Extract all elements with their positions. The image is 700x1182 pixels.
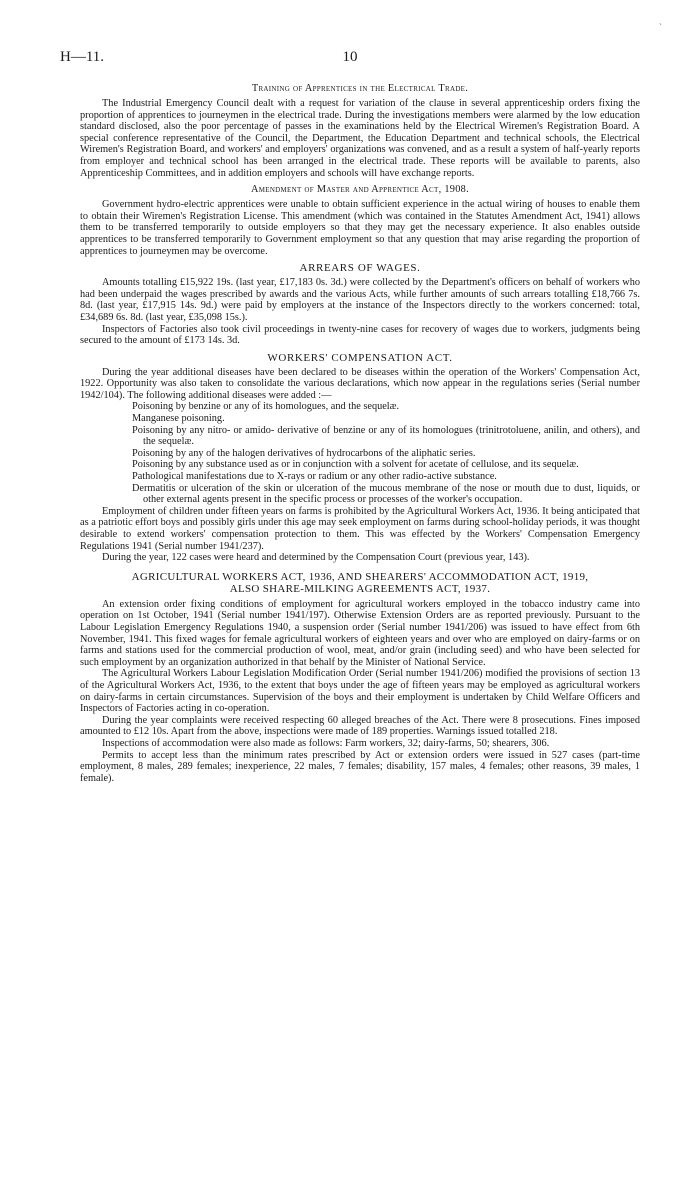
- disease-list: [80, 401, 640, 505]
- disease-item: Dermatitis or ulceration of the skin or ulceration of the mucous membrane of the nose or mouth due to dust, liquids, or other external agents present in the specific process or processes of the worker's occupation.: [132, 482, 640, 506]
- section-title-arrears: ARREARS OF WAGES.: [299, 262, 421, 275]
- paragraph: Amounts totalling £15,922 19s. (last year, £17,183 0s. 3d.) were collected by the Department's officers on behalf of workers who had been underpaid the wages prescribed by awards and the various Acts, while further amounts of such arrears totalling £18,766 7s. 8d. (last year, £17,915 14s. 9d.) were paid by employers at the instance of the Inspectors directly to the workers concerned: total, £34,689 6s. 8d. (last year, £35,098 15s.).: [80, 277, 640, 323]
- disease-item: Poisoning by benzine or any of its homologues, and the sequelæ.: [132, 401, 400, 413]
- paragraph: Government hydro-electric apprentices were unable to obtain sufficient experience in the actual wiring of houses to enable them to obtain their Wiremen's Registration License. This amendment (which was contained in the Statutes Amendment Act, 1941) allows them to be transferred temporarily to outside employers so that they may get the necessary experience. It also enables outside apprentices to be transferred temporarily to Government employment so that any question that may arise regarding the proportion of apprentices to journeymen may be overcome.: [80, 199, 640, 257]
- paragraph: An extension order fixing conditions of employment for agricultural workers employed in the tobacco industry came into operation on 1st October, 1941 (Serial number 1941/197). Otherwise Extension Orders are as reported previously. Pursuant to the Labour Legislation Emergency Regulations 1940, a suspension order (Serial number 1941/206) was issued to have effect from 6th November, 1941. This fixed wages for female agricultural workers of eighteen years and over who are employed on dairy-farms or on farms and stations used for the commercial production of wool, meat, and/or grain (including seed) and who have been selected for such employment by an organization authorized in that behalf by the Minister of National Service.: [80, 598, 640, 668]
- paragraph: Employment of children under fifteen years on farms is prohibited by the Agricultural Workers Act, 1936. It being anticipated that as a patriotic effort boys and possibly girls under this age may seek employment on farms during school-holiday periods, it was thought desirable to extend workers' compensation protection to them. This was effected by the Workers' Compensation Emergency Regulations 1941 (Serial number 1941/237).: [80, 505, 640, 552]
- section-title-agricultural: [80, 571, 640, 596]
- section-title-apprentices: Training of Apprentices in the Electrical Trade.: [251, 83, 469, 94]
- disease-item: Poisoning by any substance used as or in conjunction with a solvent for acetate of cellulose, and its sequelæ.: [132, 459, 579, 471]
- paragraph: Inspections of accommodation were also made as follows: Farm workers, 32; dairy-farms, 50; shearers, 306.: [102, 737, 550, 749]
- section-title-line: AGRICULTURAL WORKERS ACT, 1936, AND SHEARERS' ACCOMMODATION ACT, 1919,: [131, 570, 589, 583]
- paragraph: During the year additional diseases have been declared to be diseases within the operation of the Workers' Compensation Act, 1922. Opportunity was also taken to consolidate the various declarations, which now appear in the regulations series (Serial number 1942/104). The following additional diseases were added :—: [80, 366, 640, 401]
- paragraph: The Agricultural Workers Labour Legislation Modification Order (Serial number 1941/206) modified the provisions of section 13 of the Agricultural Workers Act, 1936, to the extent that boys under the age of fifteen years may be employed as agricultural workers on dairy-farms in certain circumstances. Supervision of the boys and their employment is undertaken by Child Welfare Officers and Inspectors of Factories acting in co-operation.: [80, 668, 640, 715]
- section-title-compensation: WORKERS' COMPENSATION ACT.: [267, 351, 453, 364]
- paragraph: During the year, 122 cases were heard and determined by the Compensation Court (previous year, 143).: [102, 552, 530, 564]
- paragraph: Inspectors of Factories also took civil proceedings in twenty-nine cases for recovery of wages due to workers, judgments being secured to the amount of £173 14s. 3d.: [80, 323, 640, 347]
- disease-item: Manganese poisoning.: [132, 413, 225, 425]
- paragraph: The Industrial Emergency Council dealt with a request for variation of the clause in several apprenticeship orders fixing the proportion of apprentices to journeymen in the electrical trade. During the investigations members were alarmed by the low education standard disclosed, also the poor percentage of passes in the examinations held by the Electrical Wiremen's Registration Board. A special conference representative of the Council, the Department, the Education Department and technical schools, the Electrical Wiremen's Registration Board, and workers' and employers' organizations was convened, and as a result a system of half-yearly reports from employer and technical school has been arranged in the electrical trade. These reports will be available to parents, also Apprenticeship Committees, and in addition employers and schools will have exchange reports.: [80, 98, 640, 179]
- document-reference: H—11.: [60, 49, 105, 65]
- page-header: [60, 22, 662, 68]
- section-title-master-apprentice: Amendment of Master and Apprentice Act, 1908.: [250, 184, 470, 196]
- paragraph: During the year complaints were received respecting 60 alleged breaches of the Act. There were 8 prosecutions. Fines imposed amounted to £12 10s. Apart from the above, inspections were made of 189 properties. Warnings issued totalled 218.: [80, 714, 640, 738]
- paragraph: Permits to accept less than the minimum rates prescribed by Act or extension orders were issued in 527 cases (part-time employment, 8 males, 289 females; inexperience, 22 males, 7 females; disability, 157 males, 4 females; other reasons, 39 males, 1 female).: [80, 749, 640, 784]
- corner-mark: `: [659, 22, 662, 32]
- disease-item: Poisoning by any of the halogen derivatives of hydrocarbons of the aliphatic series.: [132, 447, 476, 459]
- disease-item: Poisoning by any nitro- or amido- derivative of benzine or any of its homologues (trinitrotoluene, anilin, and others), and the sequelæ.: [132, 424, 640, 448]
- section-title-line: ALSO SHARE-MILKING AGREEMENTS ACT, 1937.: [229, 583, 491, 596]
- disease-item: Pathological manifestations due to X-rays or radium or any other radio-active substance.: [132, 471, 497, 483]
- page-number: 10: [342, 49, 358, 65]
- page-body: [80, 78, 640, 784]
